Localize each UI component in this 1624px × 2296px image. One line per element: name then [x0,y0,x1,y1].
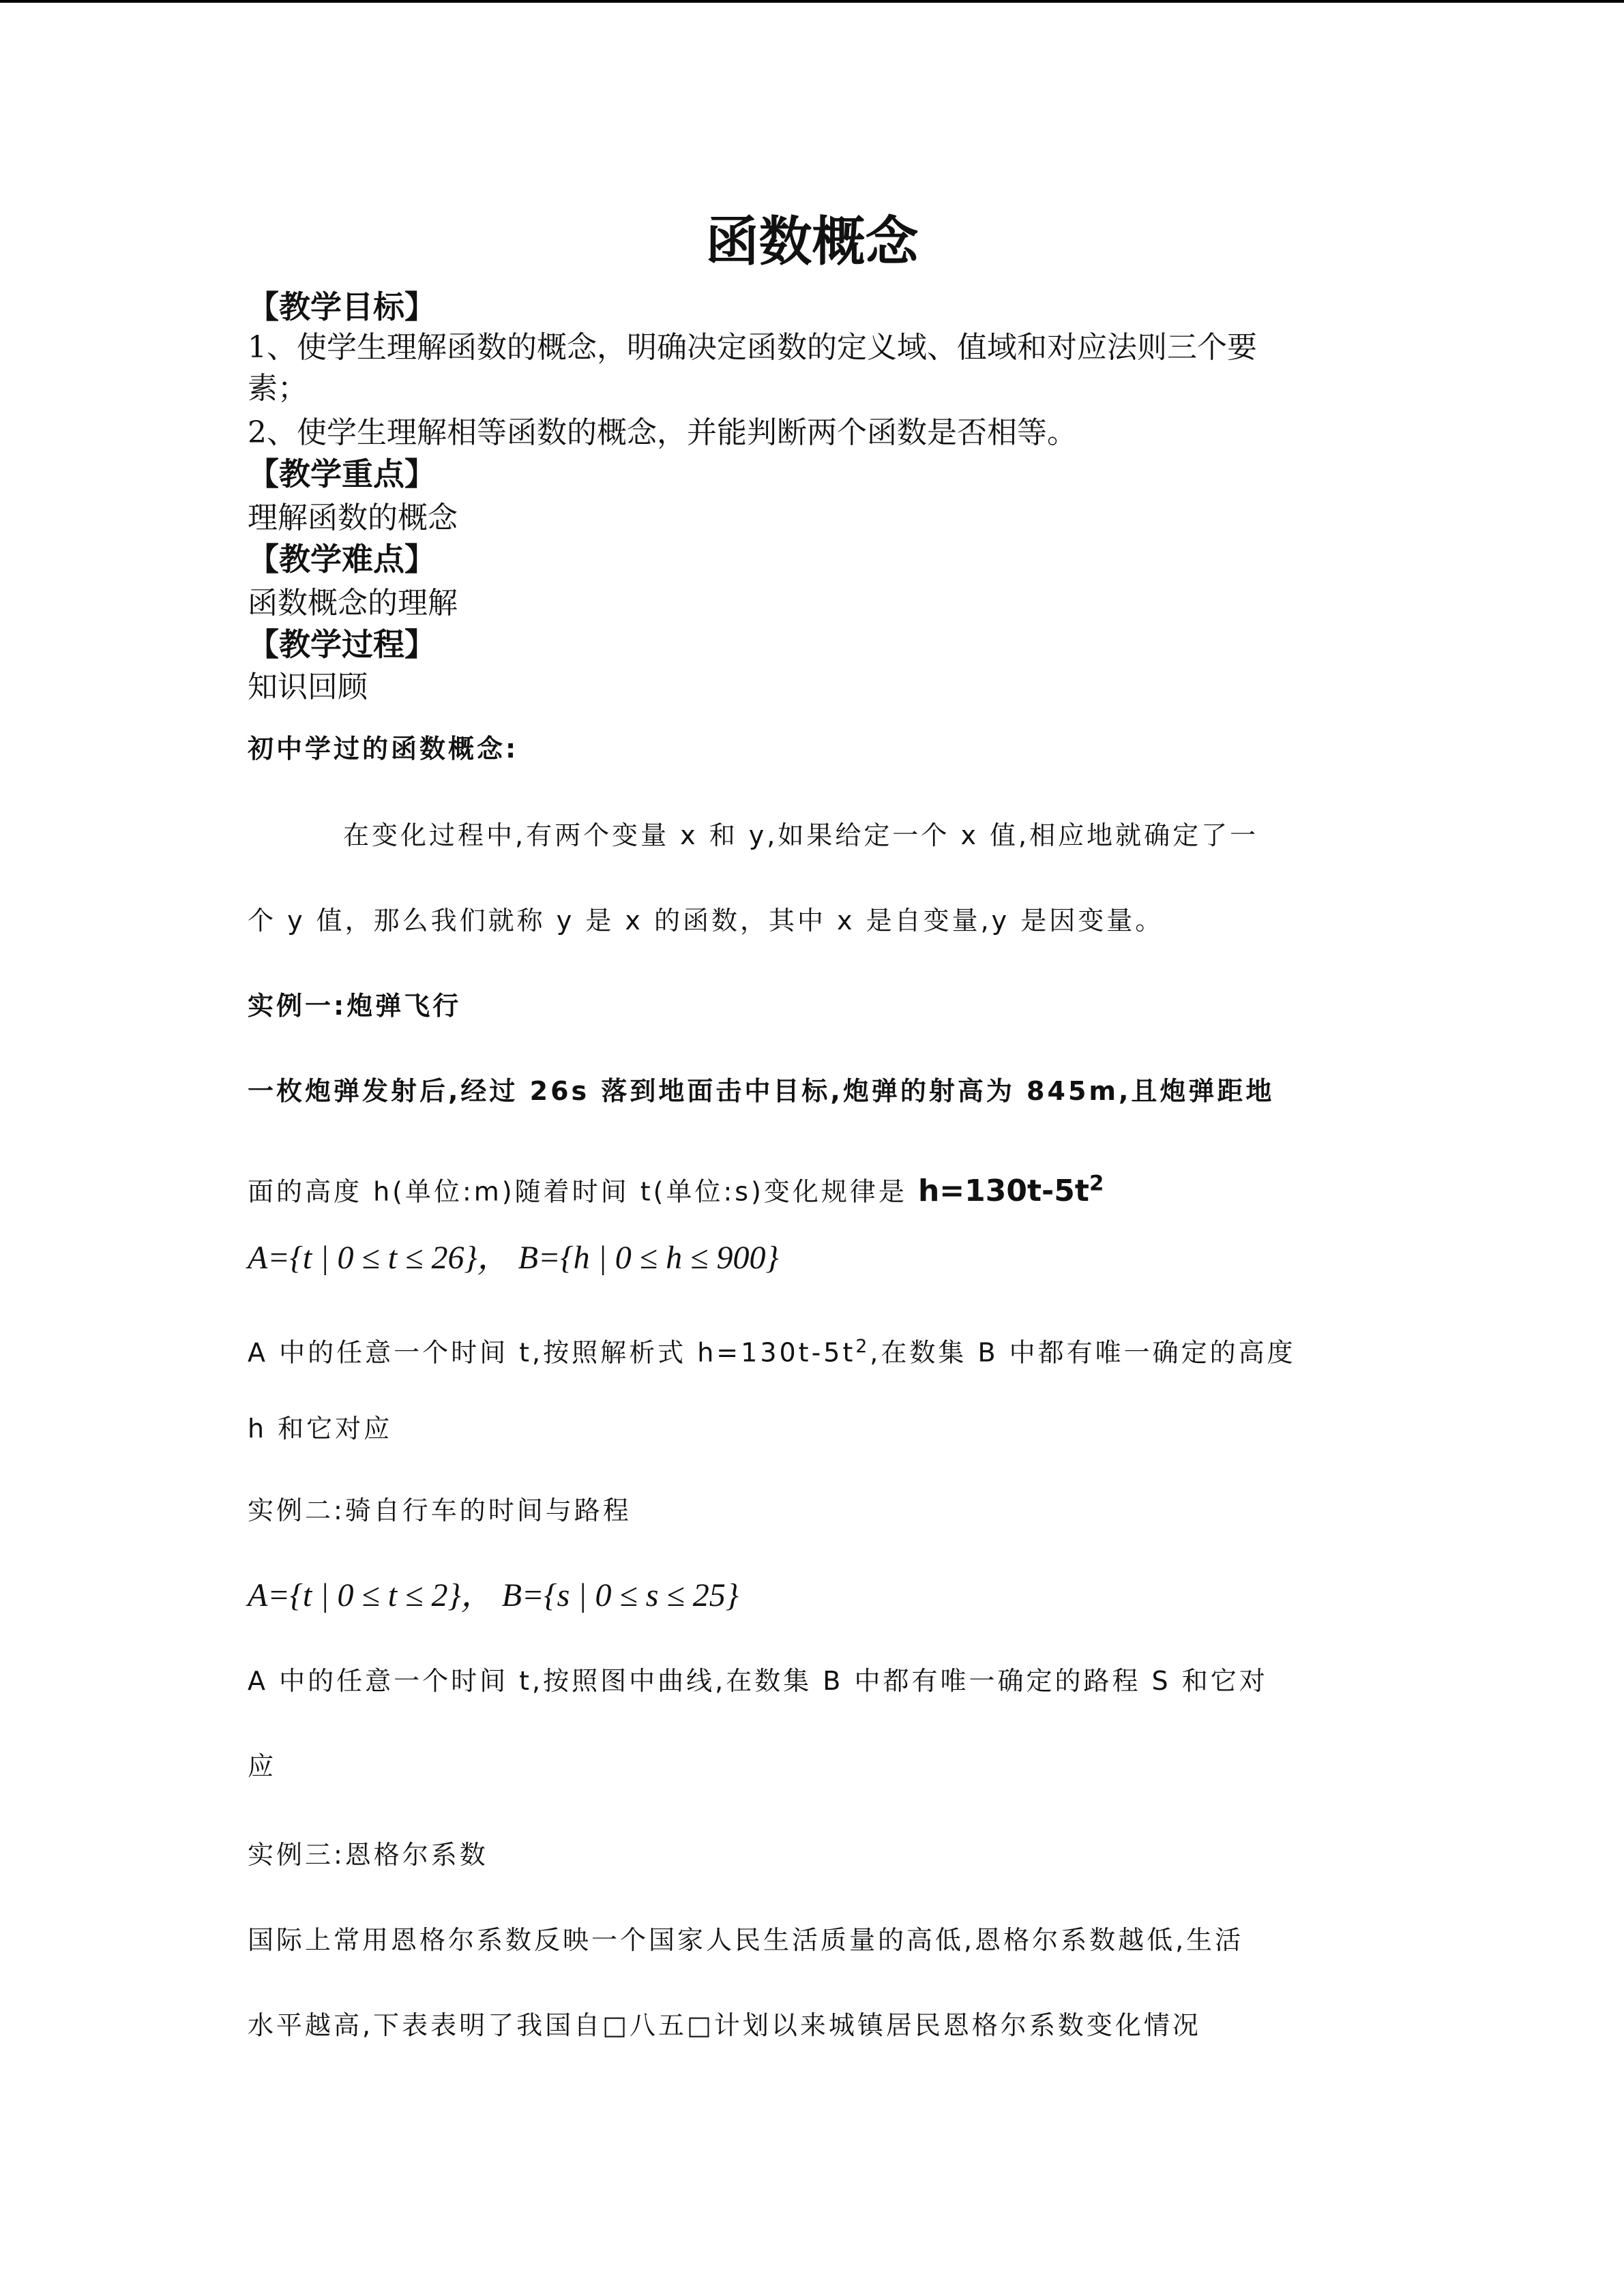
set-definition-1: A={t | 0 ≤ t ≤ 26}， B={h | 0 ≤ h ≤ 900} [248,1240,779,1276]
example1-explanation-exponent: 2 [855,1336,870,1357]
example1-rule-line [248,1163,1104,1212]
text-line-diff: 函数概念的理解 [248,586,458,621]
top-border-line [0,0,1624,3]
text-line-ex1a: 一枚炮弹发射后,经过 26s 落到地面击中目标,炮弹的射高为 845m,且炮弹距地 [248,1076,1275,1106]
text-line-ex1: 实例一:炮弹飞行 [248,991,462,1021]
text-line-goal1b: 素； [248,371,308,406]
text-line-goal2: 2、使学生理解相等函数的概念，并能判断两个函数是否相等。 [248,415,1077,450]
example2-explanation: A 中的任意一个时间 t,按照图中曲线,在数集 B 中都有唯一确定的路程 S 和它对 [248,1666,1268,1696]
text-line-goal1a: 1、使学生理解函数的概念，明确决定函数的定义域、值域和对应法则三个要 [248,330,1257,365]
example1-explanation-rest: ,在数集 B 中都有唯一确定的高度 [870,1337,1296,1368]
formula-base: h=130t-5t [917,1173,1089,1208]
text-line-def2: 个 y 值，那么我们就称 y 是 x 的函数，其中 x 是自变量,y 是因变量。 [248,906,1164,936]
set-definition-2: A={t | 0 ≤ t ≤ 2}， B={s | 0 ≤ s ≤ 25} [248,1577,739,1613]
text-line-sec1: 【教学目标】 [248,288,436,325]
example1-explanation-end: h 和它对应 [248,1414,393,1444]
text-line-sec4: 【教学过程】 [248,626,436,663]
formula-exponent: 2 [1089,1171,1104,1195]
text-line-sec2: 【教学重点】 [248,456,436,492]
text-line-key: 理解函数的概念 [248,501,458,535]
text-line-junior: 初中学过的函数概念: [248,734,519,764]
text-line-sec3: 【教学难点】 [248,541,436,578]
text-line-review: 知识回顾 [248,670,368,704]
example1-rule-text: 面的高度 h(单位:m)随着时间 t(单位:s)变化规律是 [248,1176,918,1207]
text-line-def1: 在变化过程中,有两个变量 x 和 y,如果给定一个 x 值,相应地就确定了一 [343,820,1259,850]
example3-paragraph-line2: 水平越高,下表表明了我国自□八五□计划以来城镇居民恩格尔系数变化情况 [248,2010,1201,2040]
page-title: 函数概念 [705,211,919,273]
example2-explanation-end: 应 [248,1751,277,1781]
example1-explanation [248,1326,1296,1373]
example1-formula [917,1171,1104,1208]
example1-explanation-text: A 中的任意一个时间 t,按照解析式 h=130t-5t [248,1337,856,1368]
example3-heading: 实例三:恩格尔系数 [248,1840,488,1870]
example3-paragraph-line1: 国际上常用恩格尔系数反映一个国家人民生活质量的高低,恩格尔系数越低,生活 [248,1925,1244,1955]
example2-heading: 实例二:骑自行车的时间与路程 [248,1495,632,1525]
